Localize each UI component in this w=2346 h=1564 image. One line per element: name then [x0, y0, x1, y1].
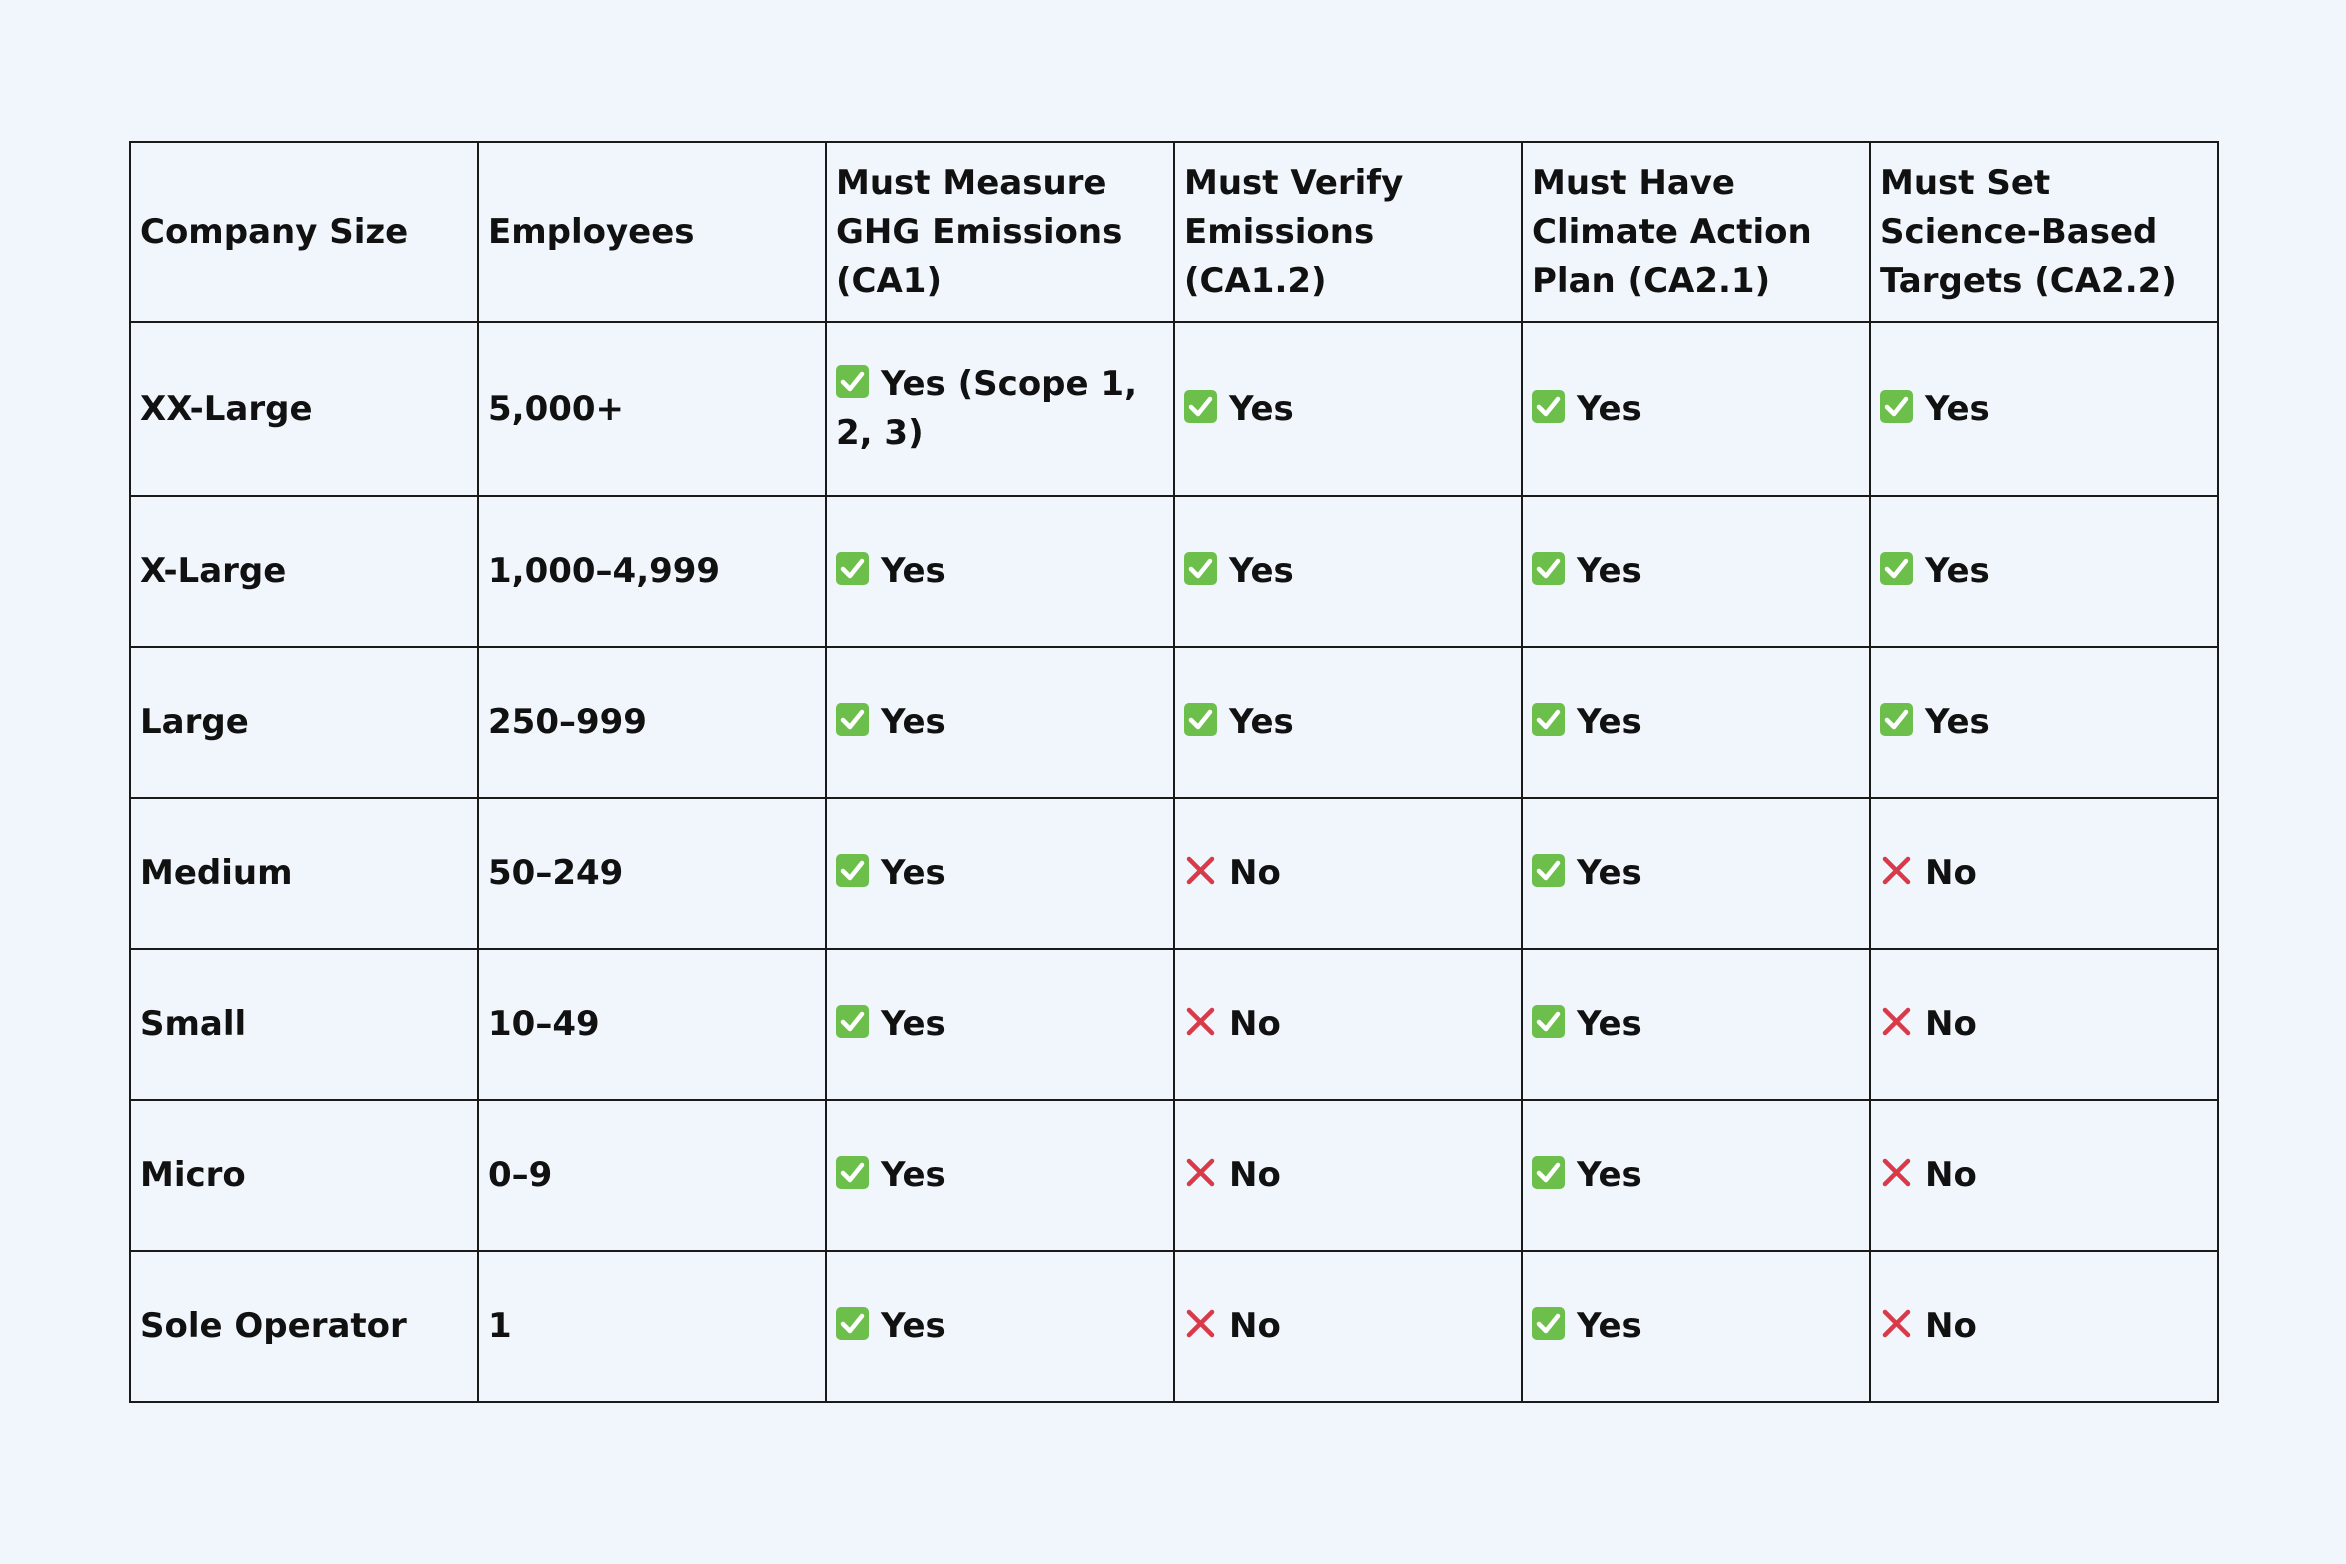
verify-value: Yes — [1229, 551, 1294, 591]
table-row — [130, 1100, 2218, 1251]
targets-cell — [1870, 949, 2218, 1100]
company-size-value: Small — [140, 1004, 247, 1044]
employees-cell — [478, 647, 826, 798]
company-size-value: Large — [140, 702, 249, 742]
employees-value: 10–49 — [488, 1004, 600, 1044]
check-icon — [836, 703, 869, 736]
measure-cell — [826, 496, 1174, 647]
targets-value: No — [1925, 1004, 1977, 1044]
verify-cell — [1174, 496, 1522, 647]
table-row — [130, 798, 2218, 949]
table-row — [130, 1251, 2218, 1402]
check-icon — [1532, 390, 1565, 423]
check-icon — [1880, 390, 1913, 423]
cross-icon — [1880, 1307, 1913, 1340]
plan-cell — [1522, 949, 1870, 1100]
cross-icon — [1184, 854, 1217, 887]
check-icon — [1880, 703, 1913, 736]
measure-value: Yes (Scope 1, 2, 3) — [836, 364, 1137, 453]
company-size-cell — [130, 647, 478, 798]
header-company-size: Company Size — [130, 142, 478, 322]
company-size-cell — [130, 949, 478, 1100]
employees-value: 250–999 — [488, 702, 647, 742]
verify-value: No — [1229, 1306, 1281, 1346]
cross-icon — [1880, 1156, 1913, 1189]
verify-cell — [1174, 322, 1522, 496]
verify-cell — [1174, 1251, 1522, 1402]
plan-value: Yes — [1577, 1306, 1642, 1346]
cross-icon — [1880, 1005, 1913, 1038]
header-climate-action-plan: Must Have Climate Action Plan (CA2.1) — [1522, 142, 1870, 322]
plan-cell — [1522, 798, 1870, 949]
check-icon — [836, 1005, 869, 1038]
measure-value: Yes — [881, 1004, 946, 1044]
employees-value: 1 — [488, 1306, 512, 1346]
company-size-cell — [130, 322, 478, 496]
plan-cell — [1522, 322, 1870, 496]
header-verify-emissions: Must Verify Emissions (CA1.2) — [1174, 142, 1522, 322]
targets-cell — [1870, 1100, 2218, 1251]
verify-value: Yes — [1229, 702, 1294, 742]
targets-cell — [1870, 496, 2218, 647]
company-size-value: Micro — [140, 1155, 246, 1195]
check-icon — [1184, 552, 1217, 585]
plan-value: Yes — [1577, 702, 1642, 742]
measure-cell — [826, 647, 1174, 798]
employees-cell — [478, 496, 826, 647]
targets-value: Yes — [1925, 702, 1990, 742]
employees-value: 50–249 — [488, 853, 624, 893]
targets-value: No — [1925, 1306, 1977, 1346]
cross-icon — [1880, 854, 1913, 887]
table-row — [130, 322, 2218, 496]
plan-value: Yes — [1577, 1004, 1642, 1044]
employees-value: 5,000+ — [488, 388, 625, 429]
check-icon — [1184, 703, 1217, 736]
verify-cell — [1174, 1100, 1522, 1251]
plan-value: Yes — [1577, 551, 1642, 591]
check-icon — [1184, 390, 1217, 423]
verify-cell — [1174, 647, 1522, 798]
employees-cell — [478, 322, 826, 496]
targets-cell — [1870, 647, 2218, 798]
measure-cell — [826, 949, 1174, 1100]
check-icon — [1532, 552, 1565, 585]
check-icon — [1532, 703, 1565, 736]
targets-value: No — [1925, 853, 1977, 893]
check-icon — [836, 552, 869, 585]
targets-value: Yes — [1925, 388, 1990, 429]
targets-cell — [1870, 322, 2218, 496]
targets-value: No — [1925, 1155, 1977, 1195]
table-row — [130, 647, 2218, 798]
targets-cell — [1870, 1251, 2218, 1402]
check-icon — [836, 854, 869, 887]
cross-icon — [1184, 1005, 1217, 1038]
measure-cell — [826, 798, 1174, 949]
targets-cell — [1870, 798, 2218, 949]
table-body — [130, 322, 2218, 1402]
verify-value: Yes — [1229, 388, 1294, 429]
plan-value: Yes — [1577, 1155, 1642, 1195]
cross-icon — [1184, 1307, 1217, 1340]
check-icon — [836, 1156, 869, 1189]
verify-cell — [1174, 798, 1522, 949]
targets-value: Yes — [1925, 551, 1990, 591]
table-row — [130, 949, 2218, 1100]
company-size-value: X-Large — [140, 551, 287, 591]
check-icon — [1532, 1307, 1565, 1340]
header-employees: Employees — [478, 142, 826, 322]
company-size-cell — [130, 496, 478, 647]
company-size-value: Medium — [140, 853, 293, 893]
header-row — [130, 142, 2218, 322]
measure-cell — [826, 322, 1174, 496]
verify-value: No — [1229, 1155, 1281, 1195]
verify-cell — [1174, 949, 1522, 1100]
employees-cell — [478, 1251, 826, 1402]
verify-value: No — [1229, 853, 1281, 893]
check-icon — [836, 365, 869, 398]
plan-cell — [1522, 1251, 1870, 1402]
measure-value: Yes — [881, 1155, 946, 1195]
company-size-value: XX-Large — [140, 388, 313, 429]
measure-value: Yes — [881, 702, 946, 742]
employees-cell — [478, 798, 826, 949]
check-icon — [1880, 552, 1913, 585]
measure-value: Yes — [881, 551, 946, 591]
measure-cell — [826, 1251, 1174, 1402]
plan-value: Yes — [1577, 388, 1642, 429]
verify-value: No — [1229, 1004, 1281, 1044]
measure-value: Yes — [881, 1306, 946, 1346]
requirements-table — [129, 141, 2219, 1403]
check-icon — [1532, 1005, 1565, 1038]
company-size-cell — [130, 1251, 478, 1402]
table-row — [130, 496, 2218, 647]
plan-cell — [1522, 1100, 1870, 1251]
header-measure-ghg: Must Measure GHG Emissions (CA1) — [826, 142, 1174, 322]
employees-cell — [478, 1100, 826, 1251]
company-size-value: Sole Operator — [140, 1306, 407, 1346]
check-icon — [1532, 1156, 1565, 1189]
check-icon — [836, 1307, 869, 1340]
header-science-based-targets: Must Set Science-Based Targets (CA2.2) — [1870, 142, 2218, 322]
company-size-cell — [130, 798, 478, 949]
plan-cell — [1522, 496, 1870, 647]
employees-cell — [478, 949, 826, 1100]
company-size-cell — [130, 1100, 478, 1251]
plan-cell — [1522, 647, 1870, 798]
measure-value: Yes — [881, 853, 946, 893]
employees-value: 0–9 — [488, 1155, 553, 1195]
cross-icon — [1184, 1156, 1217, 1189]
employees-value: 1,000–4,999 — [488, 551, 721, 591]
measure-cell — [826, 1100, 1174, 1251]
plan-value: Yes — [1577, 853, 1642, 893]
check-icon — [1532, 854, 1565, 887]
